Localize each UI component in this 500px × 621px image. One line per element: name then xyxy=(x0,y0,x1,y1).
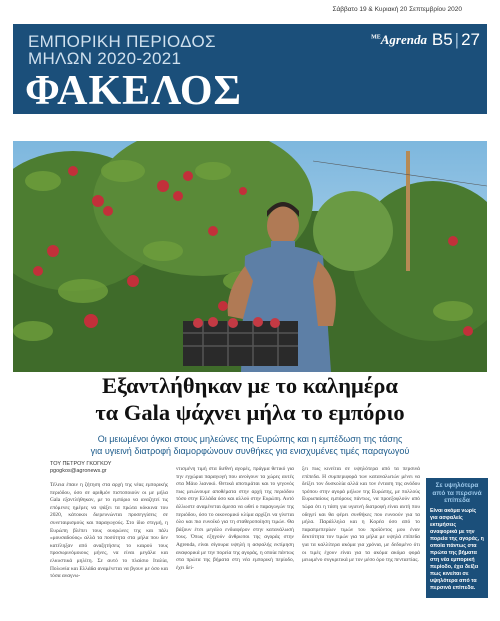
byline-author: ΤΟΥ ΠΕΤΡΟΥ ΓΚΟΓΚΟΥ xyxy=(50,461,112,467)
section-code: B5 xyxy=(431,30,453,49)
deck-line2: για υγιεινή διατροφή διαμορφώνουν συνθήκες για ενισχυμένες τιμές παραγωγού xyxy=(90,446,410,456)
byline xyxy=(50,461,111,475)
headline-line1: Εξαντλήθηκαν με το καλημέρα xyxy=(102,373,398,398)
highlight-title: Σε υψηλότερα από τα περσινά επίπεδα xyxy=(432,482,482,504)
section-page-number xyxy=(432,30,480,50)
article-column-2: ντισμένη τιμή στα διεθνή αγορές, πράγμα θετικό για την εγχώρια παραγωγή που ανοίγουν τα χώρες αυτές στα Μάιο λιανικό. Θετικά αποτιμάται και το γεγονός πως μειώνουμε αποθέματα στην αρχή της περιόδου τόσο στην Ελλάδα όσο και αλλού στην Ευρώπη. Αυτό άλλωστε αναμένεται άμεσα να ωθεί ο παραγωγών της περιόδου, όσο το οικονομικό κλίμα αρχίζει να γίνεται όλο και πιο ευνοϊκό για τη σταθεροποίηση τιμών. Θα βάζουν έτσι μεγάλο ενδιαφέρον στην κατανάλωσή τους. Όπως εξηγούν άνθρωποι της αγοράς στην Agrenda, είναι σίγουρα υψηλή η ασφαλής εκτίμηση αναφορικά με την πορεία της αγοράς, η οποία πάντως στα πρώτα της βήματα στη νέα εμπορική περίοδο, έχει δεί- xyxy=(176,466,294,571)
article-column-3: ξει πως κινείται σε υψηλότερα από τα περσινά επίπεδα. Η συμπεριφορά των καταναλωτών μένει να δείξει τον δυσκολία αλλά και τον ένταση της ανόδου τρόπου στην αγορά μήλων της Ευρώπης, με πολλούς Ευρωπαίους εμπόρους πάντως, να προεξοφλούν από τώρα ότι η τάση για υγιεινή διατροφή είναι αυτή που οδηγεί και θα φέρει συνθήκες που ευνοούν για τα μήλα. Παράλληλα και η Κορέα όσο από το παραπρεπερίων τιμών του προϊόντος μου έναν δεκτότητα τον τιμών για τα μήλα με υψηλά επίπεδα για τα καλλίτερα ακόμα για χρόνια, με δεδομένο ότι οι τιμές έχουν είναι για τα ακόμα ακόμα φορά μειωμένο συγκριτικά με τον μέσο όρο της πενταετίας. xyxy=(302,466,420,564)
issue-date: Σάββατο 19 & Κυριακή 20 Σεπτεμβρίου 2020 xyxy=(332,6,462,13)
banner-subtitle-line1: ΕΜΠΟΡΙΚΗ ΠΕΡΙΟΔΟΣ xyxy=(28,32,216,51)
page-number: 27 xyxy=(461,30,480,49)
brand-logo xyxy=(371,32,427,48)
article-column-1: Τέλεια έπαιν η ζήτηση στα αρχή της νέας εμπορικής περιόδου, όσο σε αριθμόν πιστοποιούν οι με μήλα Gala εξαντλήθηκαν, με το εμπόριο να αναζητεί τις επόμενες ημέρες να ψάξει τα πρώτα κόκκινα του 2020, κάτοικοι διερευνώνται προσεγγίσεις σε συνεταιρισμούς και παραγωγούς. Στο ίδιο στιγμή, η Ευρώπη βλέπει τους ουορώνες της και πάλι «μουσαδούος» αλλά τα ποσότητα στα μήλα που δεν κατέληξαν από αναζητήσεις το καιρού τους προσωρινόμοιους μήνες, να είναι μεγάλα και ελκυστικά μηλίτη. Σε αυτό το πλαίσιο Ιταλία, Πολωνία και Ελλάδα αναμένεται να βγουν με όσο και τόσα αναγνω- xyxy=(50,482,168,580)
highlight-box xyxy=(426,478,488,598)
section-banner xyxy=(13,24,487,114)
banner-subtitle-line2: ΜΗΛΩΝ 2020-2021 xyxy=(28,49,182,68)
cover-photo xyxy=(13,141,487,372)
headline-line2: τα Gala ψάχνει μήλα το εμπόριο xyxy=(95,400,405,425)
brand-name: Agrenda xyxy=(380,32,427,47)
highlight-body: Είναι ακόμα νωρίς για ασφαλείς εκτιμήσεις αναφορικά με την πορεία της αγοράς, η οποία πάντως στα πρώτα της βήματα στη νέα εμπορική περίοδο, έχει δείξει πως κινείται σε υψηλότερα από τα περσινά επίπεδα. xyxy=(430,507,484,591)
orchard-farmer-illustration xyxy=(13,141,487,372)
article-headline xyxy=(13,372,487,426)
divider: | xyxy=(454,30,460,49)
brand-prefix: ΜΕ xyxy=(371,34,381,41)
banner-title: ΦΑΚΕΛΟΣ xyxy=(25,68,242,114)
deck-line1: Οι μειωμένοι όγκοι στους μηλεώνες της Ευρώπης και η εμπέδωση της τάσης xyxy=(97,434,403,444)
article-deck xyxy=(13,433,487,457)
byline-email: pgogkos@agronews.gr xyxy=(50,468,107,474)
